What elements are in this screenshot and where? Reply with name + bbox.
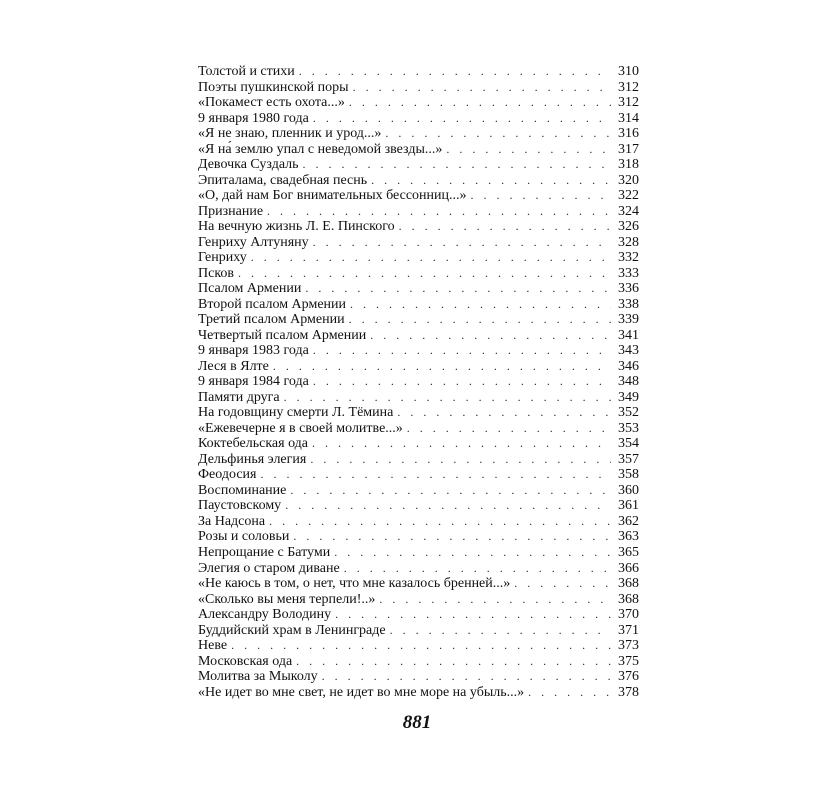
toc-entry-page: 336 [618, 281, 639, 297]
toc-entry [198, 95, 639, 111]
dot-leader [390, 623, 611, 639]
page-number: 881 [402, 712, 432, 733]
toc-entry-title: Толстой и стихи [198, 64, 295, 79]
dot-leader [385, 126, 611, 142]
toc-entry-title: Леся в Ялте [198, 358, 269, 374]
toc-entry-page: 324 [618, 203, 639, 219]
dot-leader [305, 281, 611, 297]
dot-leader [371, 173, 611, 189]
toc-entry [198, 669, 639, 685]
toc-entry [198, 576, 639, 592]
toc-entry-title: Поэты пушкинской поры [198, 79, 349, 95]
toc-entry-title: Эпиталама, свадебная песнь [198, 172, 368, 188]
toc-entry-title: Паустовскому [198, 498, 282, 514]
toc-entry [198, 483, 639, 499]
toc-entry-title: 9 января 1984 года [198, 374, 309, 390]
toc-entry-title: Молитва за Мыколу [198, 669, 318, 685]
toc-entry [198, 343, 639, 359]
toc-entry-page: 354 [618, 436, 639, 452]
toc-entry-page: 310 [618, 64, 639, 79]
toc-entry-page: 362 [618, 513, 639, 529]
toc-entry [198, 111, 639, 127]
toc-entry [198, 545, 639, 561]
toc-entry [198, 498, 639, 514]
toc-entry-title: На годовщину смерти Л. Тёмина [198, 405, 394, 421]
toc-entry [198, 561, 639, 577]
dot-leader [238, 266, 611, 282]
toc-entry-title: «Я на́ землю упал с неведомой звезды...» [198, 141, 443, 157]
toc-entry-title: Элегия о старом диване [198, 560, 340, 576]
dot-leader [370, 328, 611, 344]
toc-entry-title: Коктебельская ода [198, 436, 309, 452]
toc-entry-page: 366 [618, 560, 639, 576]
toc-entry-title: Непрощание с Батуми [198, 544, 331, 560]
toc-entry-title: Генриху [198, 250, 247, 266]
toc-entry-page: 361 [618, 498, 639, 514]
toc-entry-title: Девочка Суздаль [198, 157, 299, 173]
toc-entry-title: Буддийский храм в Ленинграде [198, 622, 386, 638]
toc-entry [198, 359, 639, 375]
toc-entry-page: 375 [618, 653, 639, 669]
toc-entry-page: 332 [618, 250, 639, 266]
toc-entry [198, 529, 639, 545]
toc-entry-title: «Я не знаю, пленник и урод...» [198, 126, 382, 142]
dot-leader [231, 638, 611, 654]
toc-entry-title: Генриху Алтуняну [198, 234, 309, 250]
toc-entry-title: Псалом Армении [198, 281, 302, 297]
toc-entry-page: 373 [618, 638, 639, 654]
dot-leader [350, 297, 611, 313]
dot-leader [313, 111, 611, 127]
toc-entry [198, 173, 639, 189]
toc-entry-page: 360 [618, 482, 639, 498]
toc-entry-title: «Ежевечерне я в своей молитве...» [198, 420, 403, 436]
toc-entry-title: Второй псалом Армении [198, 296, 347, 312]
toc-entry-title: Третий псалом Армении [198, 312, 345, 328]
toc-entry-page: 368 [618, 591, 639, 607]
dot-leader [471, 188, 612, 204]
toc-entry [198, 188, 639, 204]
toc-entry [198, 281, 639, 297]
dot-leader [334, 545, 611, 561]
dot-leader [514, 576, 611, 592]
dot-leader [310, 452, 611, 468]
toc-entry [198, 328, 639, 344]
toc-entry [198, 204, 639, 220]
table-of-contents [198, 64, 639, 700]
toc-entry [198, 219, 639, 235]
toc-entry-title: Дельфинья элегия [198, 451, 307, 467]
toc-entry-page: 322 [618, 188, 639, 204]
toc-entry-title: «Сколько вы меня терпели!..» [198, 591, 376, 607]
dot-leader [335, 607, 611, 623]
toc-entry-title: Воспоминание [198, 482, 287, 498]
dot-leader [251, 250, 611, 266]
toc-entry-title: «О, дай нам Бог внимательных бессонниц...» [198, 188, 467, 204]
toc-entry-page: 338 [618, 296, 639, 312]
dot-leader [290, 483, 611, 499]
toc-entry-title: Неве [198, 638, 228, 654]
dot-leader [528, 685, 611, 701]
toc-entry [198, 390, 639, 406]
toc-entry-page: 312 [618, 79, 639, 95]
toc-entry [198, 142, 639, 158]
toc-entry-page: 378 [618, 684, 639, 700]
toc-entry [198, 685, 639, 701]
toc-entry [198, 157, 639, 173]
toc-entry [198, 592, 639, 608]
dot-leader [349, 312, 611, 328]
toc-entry [198, 654, 639, 670]
toc-entry-page: 357 [618, 451, 639, 467]
toc-entry [198, 405, 639, 421]
toc-entry [198, 467, 639, 483]
toc-entry-page: 365 [618, 544, 639, 560]
dot-leader [285, 498, 611, 514]
dot-leader [446, 142, 611, 158]
toc-entry-page: 333 [618, 265, 639, 281]
toc-entry-title: На вечную жизнь Л. Е. Пинского [198, 219, 395, 235]
dot-leader [296, 654, 611, 670]
toc-entry-title: Феодосия [198, 467, 257, 483]
toc-entry [198, 80, 639, 96]
toc-entry [198, 297, 639, 313]
dot-leader [313, 374, 611, 390]
toc-entry [198, 374, 639, 390]
toc-entry [198, 607, 639, 623]
dot-leader [313, 235, 611, 251]
toc-entry-page: 318 [618, 157, 639, 173]
dot-leader [261, 467, 612, 483]
toc-entry [198, 266, 639, 282]
toc-entry-page: 353 [618, 420, 639, 436]
toc-entry-page: 370 [618, 607, 639, 623]
toc-entry-page: 348 [618, 374, 639, 390]
toc-entry [198, 623, 639, 639]
toc-entry [198, 436, 639, 452]
toc-entry-page: 341 [618, 327, 639, 343]
toc-entry [198, 421, 639, 437]
toc-entry-page: 312 [618, 95, 639, 111]
toc-entry-title: «Не идет во мне свет, не идет во мне море на убыль...» [198, 684, 525, 700]
toc-entry-title: За Надсона [198, 513, 266, 529]
dot-leader [407, 421, 611, 437]
dot-leader [267, 204, 611, 220]
toc-entry-title: Московская ода [198, 653, 293, 669]
toc-entry-page: 368 [618, 576, 639, 592]
dot-leader [322, 669, 611, 685]
toc-entry-title: 9 января 1983 года [198, 343, 309, 359]
toc-entry-page: 314 [618, 110, 639, 126]
toc-entry-page: 371 [618, 622, 639, 638]
dot-leader [349, 95, 611, 111]
toc-entry [198, 64, 639, 80]
dot-leader [313, 343, 611, 359]
dot-leader [284, 390, 611, 406]
toc-entry-page: 339 [618, 312, 639, 328]
dot-leader [344, 561, 611, 577]
toc-entry [198, 638, 639, 654]
toc-entry-title: Псков [198, 265, 235, 281]
toc-entry-page: 349 [618, 389, 639, 405]
toc-entry-title: Четвертый псалом Армении [198, 327, 367, 343]
toc-entry-title: «Не каюсь в том, о нет, что мне казалось бренней...» [198, 576, 511, 592]
toc-entry-title: 9 января 1980 года [198, 110, 309, 126]
toc-entry-page: 326 [618, 219, 639, 235]
toc-entry-page: 358 [618, 467, 639, 483]
toc-entry [198, 126, 639, 142]
toc-entry-page: 346 [618, 358, 639, 374]
toc-entry-title: Александру Володину [198, 607, 332, 623]
toc-entry [198, 312, 639, 328]
dot-leader [397, 405, 611, 421]
toc-entry-page: 316 [618, 126, 639, 142]
toc-entry-page: 328 [618, 234, 639, 250]
dot-leader [379, 592, 611, 608]
toc-entry-page: 320 [618, 172, 639, 188]
toc-entry-title: Признание [198, 203, 264, 219]
dot-leader [269, 514, 611, 530]
toc-entry-page: 363 [618, 529, 639, 545]
dot-leader [273, 359, 611, 375]
toc-entry [198, 514, 639, 530]
dot-leader [303, 157, 611, 173]
toc-entry-title: Памяти друга [198, 389, 280, 405]
toc-entry [198, 235, 639, 251]
toc-entry [198, 250, 639, 266]
toc-entry-title: Розы и соловьи [198, 529, 290, 545]
toc-entry-page: 352 [618, 405, 639, 421]
dot-leader [299, 64, 611, 80]
dot-leader [312, 436, 611, 452]
toc-entry [198, 452, 639, 468]
toc-entry-page: 376 [618, 669, 639, 685]
toc-entry-title: «Покамест есть охота...» [198, 95, 345, 111]
dot-leader [293, 529, 611, 545]
toc-entry-page: 343 [618, 343, 639, 359]
dot-leader [399, 219, 611, 235]
dot-leader [353, 80, 611, 96]
toc-entry-page: 317 [618, 141, 639, 157]
